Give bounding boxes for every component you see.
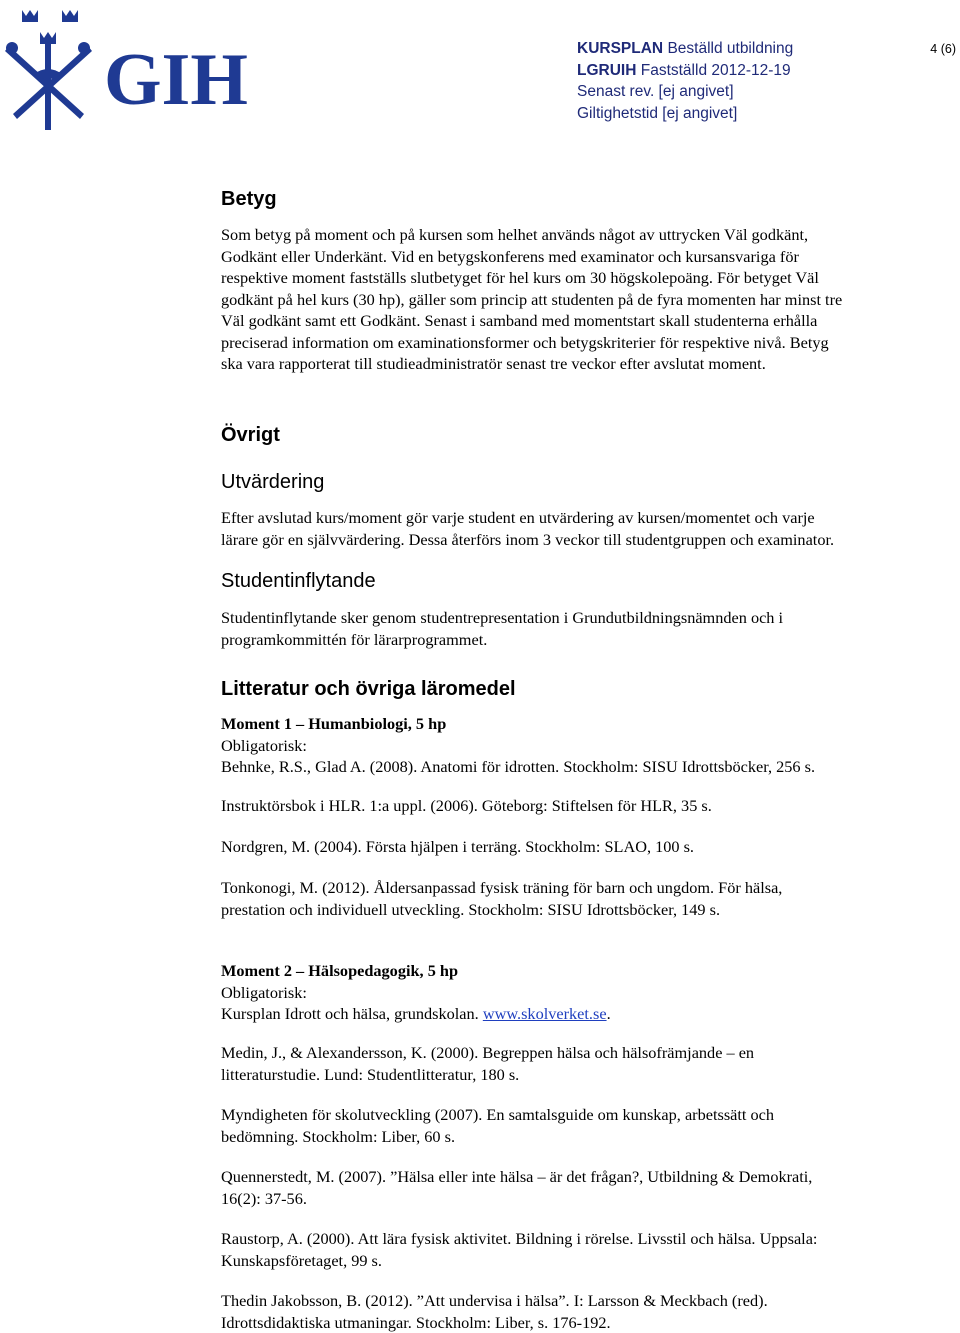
reference-item <box>221 1042 921 1085</box>
kursplan-suffix: . <box>607 1004 611 1023</box>
moment1-title: Moment 1 – Humanbiologi, 5 hp <box>221 713 921 735</box>
page-number: 4 (6) <box>930 42 956 56</box>
betyg-line: Godkänt eller Underkänt. Vid en betygskonferens med examinator och kursansvariga för <box>221 246 921 268</box>
moment1-block <box>221 713 921 778</box>
reference-item <box>221 1228 921 1271</box>
reference-item <box>221 1104 921 1147</box>
header-line-2 <box>577 60 793 82</box>
reference-line: Kunskapsföretaget, 99 s. <box>221 1250 921 1272</box>
moment1-label: Obligatorisk: <box>221 735 921 757</box>
reference-line: 16(2): 37-56. <box>221 1188 921 1210</box>
reference-item <box>221 795 921 817</box>
reference-line: litteraturstudie. Lund: Studentlitteratur, 180 s. <box>221 1064 921 1086</box>
utvardering-line: Efter avslutad kurs/moment gör varje student en utvärdering av kursen/momentet och varje <box>221 507 921 529</box>
moment2-label: Obligatorisk: <box>221 982 921 1004</box>
reference-line: Medin, J., & Alexandersson, K. (2000). Begreppen hälsa och hälsofrämjande – en <box>221 1042 921 1064</box>
header-revision: Senast rev. [ej angivet] <box>577 81 793 103</box>
reference-line: Instruktörsbok i HLR. 1:a uppl. (2006). Göteborg: Stiftelsen för HLR, 35 s. <box>221 795 921 817</box>
crown-emblem-icon <box>4 4 249 132</box>
reference-line: Nordgren, M. (2004). Första hjälpen i terräng. Stockholm: SLAO, 100 s. <box>221 836 921 858</box>
betyg-line: Som betyg på moment och på kursen som helhet används något av uttrycken Väl godkänt, <box>221 224 921 246</box>
utvardering-line: lärare gör en självvärdering. Dessa återförs inom 3 veckor till studentgruppen och examinator. <box>221 529 921 551</box>
skolverket-link[interactable]: www.skolverket.se <box>483 1004 607 1023</box>
header-line-1 <box>577 38 793 60</box>
ovrigt-heading: Övrigt <box>221 424 280 447</box>
studentinflytande-line: programkommittén för lärarprogrammet. <box>221 629 921 651</box>
reference-line: Idrottsdidaktiska utmaningar. Stockholm: Liber, s. 176-192. <box>221 1312 921 1333</box>
logo-text: GIH <box>104 39 248 121</box>
header-kursplan-type: Beställd utbildning <box>667 40 793 57</box>
betyg-line: preciserad information om examinationsformer och betygskriterier för respektive nivå. Betyg <box>221 332 921 354</box>
utvardering-heading: Utvärdering <box>221 471 324 494</box>
reference-item <box>221 1290 921 1333</box>
reference-item: Behnke, R.S., Glad A. (2008). Anatomi för idrotten. Stockholm: SISU Idrottsböcker, 256 s. <box>221 756 921 778</box>
betyg-heading: Betyg <box>221 188 277 211</box>
header-kursplan: KURSPLAN <box>577 40 663 57</box>
studentinflytande-paragraph <box>221 607 921 650</box>
kursplan-text: Kursplan Idrott och hälsa, grundskolan. <box>221 1004 479 1023</box>
utvardering-paragraph <box>221 507 921 550</box>
kursplan-reference <box>221 1003 921 1025</box>
litteratur-heading: Litteratur och övriga läromedel <box>221 678 516 701</box>
header-course-code: LGRUIH <box>577 62 636 79</box>
document-header <box>577 38 793 124</box>
reference-line: Raustorp, A. (2000). Att lära fysisk aktivitet. Bildning i rörelse. Livsstil och hälsa. Uppsala: <box>221 1228 921 1250</box>
betyg-line: godkänt på hel kurs (30 hp), gäller som princip att studenten på de fyra momenten har minst tre <box>221 289 921 311</box>
moment2-block <box>221 960 921 1025</box>
reference-line: Tonkonogi, M. (2012). Åldersanpassad fysisk träning för barn och ungdom. För hälsa, <box>221 877 921 899</box>
reference-item <box>221 836 921 858</box>
reference-item <box>221 877 921 920</box>
betyg-paragraph <box>221 224 921 375</box>
reference-line: prestation och individuell utveckling. Stockholm: SISU Idrottsböcker, 149 s. <box>221 899 921 921</box>
gih-logo <box>4 4 249 132</box>
reference-line: bedömning. Stockholm: Liber, 60 s. <box>221 1126 921 1148</box>
studentinflytande-line: Studentinflytande sker genom studentrepresentation i Grundutbildningsnämnden och i <box>221 607 921 629</box>
betyg-line: Väl godkänt samt ett Godkänt. Senast i samband med momentstart skall studenterna erhålla <box>221 310 921 332</box>
betyg-line: ska vara rapporterat till studieadministratör senast tre veckor efter avslutat moment. <box>221 353 921 375</box>
reference-line: Thedin Jakobsson, B. (2012). ”Att undervisa i hälsa”. I: Larsson & Meckbach (red). <box>221 1290 921 1312</box>
reference-item <box>221 1166 921 1209</box>
header-established-date: Fastställd 2012-12-19 <box>641 62 791 79</box>
moment2-title: Moment 2 – Hälsopedagogik, 5 hp <box>221 960 921 982</box>
header-validity: Giltighetstid [ej angivet] <box>577 103 793 125</box>
studentinflytande-heading: Studentinflytande <box>221 570 376 593</box>
reference-line: Quennerstedt, M. (2007). ”Hälsa eller inte hälsa – är det frågan?, Utbildning & Demokrati, <box>221 1166 921 1188</box>
reference-line: Myndigheten för skolutveckling (2007). En samtalsguide om kunskap, arbetssätt och <box>221 1104 921 1126</box>
betyg-line: respektive moment fastställs slutbetyget för hel kurs om 30 högskolepoäng. För betyget Väl <box>221 267 921 289</box>
